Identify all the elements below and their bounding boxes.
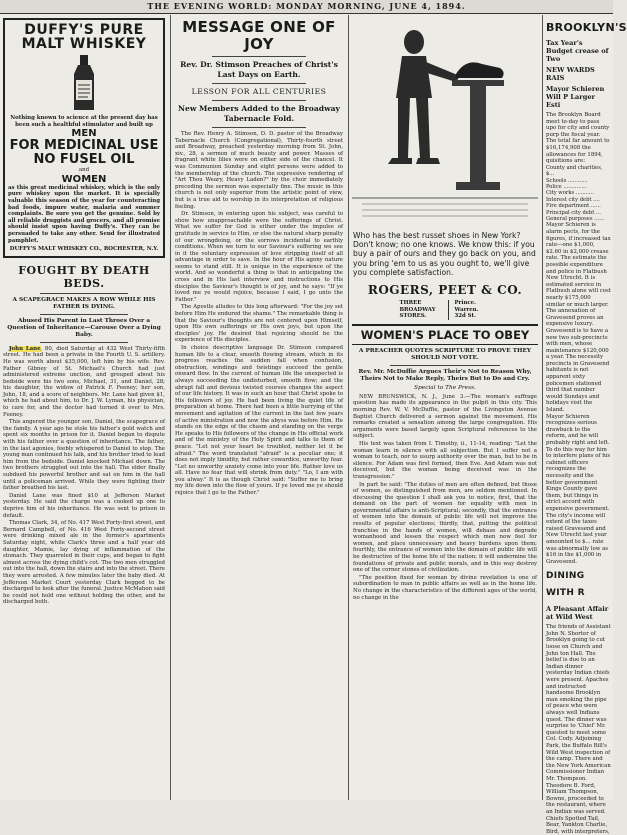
- article-subhead: Abused His Parent in Last Throes Over a Question of Inheritance—Carouse Over a Dying Baby.: [3, 318, 165, 339]
- column-3: [350, 15, 540, 800]
- article-paragraph: This angered the younger son, Daniel, the scapegrace of the family. A year ago he stole his father's gold watch and spent six months in prison for it. Daniel began to dispute with his father over a question of inheritance. The father, in the last agonies, feebly whispered to Daniel to stop. The young man continued his talk, and his brother tried to lead him from the bedside. Daniel knocked Michael down. The two brothers struggled out into the hall. The elder finally subdued his powerful brother and sat on him in the hall until a policeman arrived. While they were fighting their father breathed his last.: [0, 419, 168, 492]
- ad-company: DUFFY'S MALT WHISKEY CO., ROCHESTER, N.Y.: [8, 246, 160, 253]
- divider: [212, 56, 306, 57]
- article-paragraph: Dr. Stimson, in entering upon his subject, was careful to show how unapproachable were the sufferings of Christ. What we suffer for God is either under the impulse of gratitude in service to Him, or else the natural sharp penalty of our wrongdoing, or the sorrows incidental to earthly conditions. When we turn to our Saviour's suffering we see in it the voluntary expression of love stripping itself of all advantage in order to save. In the hour of His agony nature seems to stand still. It is unique in the experience of the world. And so wonderful a thing is that in anticipating the cross and in His last interview and instructions to His disciples the Saviour's thought is of joy, and he says: "If ye loved me ye would rejoice, because I said, I go unto the Father.": [172, 211, 346, 303]
- column-rule: [348, 15, 349, 800]
- article-paragraph: The annexation of Gravesend proves an expensive luxury. Gravesend is to have a new two sub-precincts with men, whose maintenance $120,000 a year. The necessity precincts in Gravesend habitants is not apparent sixty policemen stationed third that number would Sundays and holidays visit the Island.: [544, 308, 613, 414]
- budget-table: [544, 165, 613, 223]
- whiskey-ad: [3, 18, 165, 258]
- article-subhead: Rev. Mr. McDuffie Argues Their's Not to Reason Why, Theirs Not to Make Reply, Theirs But to Do and Cry.: [353, 369, 537, 383]
- article-paragraph: In part he said: "The duties of men are often defined, but those of women, as distinguished from men, are seldom mentioned. In discussing the question I shall ask you to notice, first, that the demand on the part of women for equality with men in governmental affairs is anti-Scriptural; secondly, that the entrance of women into the domain of public life will not improve the results of popular elections; thirdly, that, putting the political franchise in the hands of women, will debase and degrade womanhood and lessen the respect which men now feel for women, and place unnecessary and heavy burdens upon them; fourthly, the entrance of women into the domain of public life will be destructive of the home life of the nation; it will undermine the foundations of private and public morals, and in this way destroy one of the corner stones of civilization.: [350, 482, 540, 574]
- masthead: THE EVENING WORLD: MONDAY MORNING, JUNE 4, 1894.: [0, 0, 613, 14]
- divider: [212, 100, 306, 101]
- article-paragraph: The friends of Assistant John N. Shorter of Brooklyn going to cut loose on Church and John ton Hall. The belief is due to an Indian dinner yesterday Indian chiefs were present. Apaches and instructed handsome Brooklyn man smoking the pipe of peace who were always well Indians quest. The dinner was surprise to 'Chief' Mr. quested to meet some Col. Cody. Adjoining Park, the Buffalo Bill's Wild West inspection of the camp. There and the New York American Commissioner Indian Mr. Thompson. Theodore B. Ford, William Thompson, Bowne, proceeded to the restaurant, where an Indian was served.: [544, 624, 613, 815]
- column-4: [544, 15, 613, 800]
- divider: [40, 293, 128, 294]
- rogers-peet-name: ROGERS, PEET & CO.: [350, 283, 540, 297]
- ad-men: MEN: [8, 128, 160, 139]
- article-subhead: A PREACHER QUOTES SCRIPTURE TO PROVE THEY SHOULD NOT VOTE.: [353, 348, 537, 362]
- bottle-icon: [60, 54, 108, 112]
- divider: [448, 300, 449, 320]
- shoe-ad-illustration: [352, 18, 538, 228]
- article-headline: WOMEN'S PLACE TO OBEY: [352, 324, 538, 345]
- table-row: County and charities, $...: [544, 165, 613, 178]
- article-subhead: A SCAPEGRACE MAKES A ROW WHILE HIS FATHER IS DYING.: [3, 297, 165, 311]
- table-row: Interest city debt ....: [544, 197, 613, 203]
- article-paragraph: The Apostle alludes to this long afterward: "For the joy set before Him He endured the shame." The remarkable thing is that the Saviour's thoughts are not centered upon Himself, upon His own sufferings or His own joys, but upon the disciples' joy. He desired that rejoicing should be the experience of His disciples.: [172, 304, 346, 344]
- divider: [390, 365, 500, 366]
- stores-label: THREE BROADWAY STORES.: [400, 300, 442, 320]
- column-rule: [170, 15, 171, 800]
- article-subhead: NEW WARDS RAIS: [544, 66, 613, 82]
- article-headline: MESSAGE ONE OF JOY: [172, 19, 346, 53]
- article-paragraph: Mayor Schieren is alarm pects, for the figures, if increased tax rate—one $1,000, $2.60 in $2,000 crease rate. The estimate the possible expenditure and police in Flatbush New Utrecht. It is estimated service in Flatbush alone will cost nearly $175,000 similar or much larger.: [544, 222, 613, 308]
- article-subhead: Tax Year's Budget crease of Two: [544, 39, 613, 63]
- column-1: [0, 15, 168, 800]
- ad-medicinal: FOR MEDICINAL USE: [8, 139, 160, 153]
- article-headline: FOUGHT BY DEATH BEDS.: [0, 264, 168, 290]
- article-paragraph: Chiefs Spotted Tail, Bear, Yankton Charlie, Bird, with interpreters,: [544, 816, 613, 835]
- article-paragraph: The city's income will extent of the taxes raised Gravesend and New Utrecht last year amounted to $... rate was abnormally low as $16 in the $1,000 in Gravesend.: [544, 513, 613, 566]
- divider: [40, 342, 128, 343]
- column-2: [172, 15, 346, 800]
- table-row: City works ...........: [544, 190, 613, 196]
- table-row: Schools ............: [544, 178, 613, 184]
- shoe-ad-caption: Who has the best russet shoes in New York? Don't know; no one knows. We know this: if you buy a pair of ours and they go back on you, and you bring 'em to us as you ought to, we'll give you complete satisfaction.: [350, 231, 540, 277]
- table-row: Police ..............: [544, 184, 613, 190]
- article-paragraph: John Lane, 80, died Saturday at 432 West Thirty-fifth street. He had been a private in the Fourth U. S. artillery. He was worth about $35,000, left him by his wife. Rev. Father Gibney of St. Michael's Church had just administered extreme unction, and grouped about his bedside were his two sons, Michael, 31, and Daniel, 28; his daughter, the widow of Patrick F. Feeney; her son, John, 18, and a score of neighbors. Mr. Lane had given $1, which he had about him, to Dr. J. W. Lyman, his physician, to care for, and the doctor had turned it over to Mrs. Feeney.: [0, 346, 168, 419]
- ad-fusel: NO FUSEL OIL: [8, 153, 160, 167]
- ad-and: and: [8, 167, 160, 174]
- article-paragraph: Thomas Clark, 34, of No. 417 West Forty-first street, and Bernard Campbell, of No. 416 West Forty-second street were drinking mixed ale in the former's apartments Saturday night, while Clark's three and a half year old daughter, Mamie, lay dying of inflammation of the stomach. They quarreled in their cups, and began to fight almost across the dying child's cot. The two men struggled out into the hall, down the stairs and into the street. There they were arrested. A few minutes later the baby died. At Jefferson Market Court yesterday Clark begged to be discharged to look after the funeral. Justice McMahon said he could not hold one without holding the other, and he discharged both.: [0, 520, 168, 606]
- table-row: General purposes ......: [544, 216, 613, 222]
- stores-locations: Prince. Warren. 32d St.: [455, 300, 491, 320]
- dateline-credit: Special to The Press.: [353, 385, 537, 392]
- ad-title: DUFFY'S PURE MALT WHISKEY: [8, 23, 160, 51]
- ad-lead: Nothing known to science at the present day has been such a healthful stimulator and built up: [8, 115, 160, 128]
- article-paragraph: "The position fixed for woman by divine revelation is one of subordination to man in public affairs as well as in the home life. No change in the characteristics of the different ages of the world, no change in the: [350, 575, 540, 601]
- table-row: Principal city debt ...: [544, 210, 613, 216]
- divider: [212, 127, 306, 128]
- article-headline: DINING WITH R: [544, 568, 613, 602]
- ad-body: as this great medicinal whiskey, which is the only pure whiskey upon the market. It is specially valuable this season of the year for counteracting bad foods, impure water, malaria and summer complaints. Be sure you get the genuine. Sold by all reliable druggists and grocers, and all promise should insist upon having Duffy's. They can be persuaded to take any other. Send for illustrated pamphlet.: [8, 185, 160, 244]
- article-paragraph: His text was taken from I. Timothy, ii., 11-14, reading: "Let the woman learn in silence with all subjection. But I suffer not a woman to teach, nor to usurp authority over the man, but to be in silence. For Adam was first formed, then Eve. And Adam was not deceived, but the woman being deceived was in the transgression.": [350, 441, 540, 481]
- article-subhead: Rev. Dr. Stimson Preaches of Christ's Last Days on Earth.: [174, 60, 344, 80]
- article-subhead: LESSON FOR ALL CENTURIES: [174, 87, 344, 97]
- article-paragraph: Mayor Schieren recognizes serious drawback to the reform, and he will probably right and left. To do this way for him to interfere plans of his cabinet officers recognizes the necessity and the better government Kings County gave them, but things in strict accord with expensive government.: [544, 414, 613, 513]
- article-subhead: Mayor Schieren Will P Larger Esti: [544, 85, 613, 109]
- article-headline: BROOKLYN'S: [544, 19, 613, 36]
- column-rule: [542, 15, 543, 800]
- article-paragraph: Daniel Lane was fined $10 at Jefferson Market yesterday. He said the charge was a cooked up one to deprive him of his inheritance. He was sent to prison in default.: [0, 493, 168, 519]
- highlighted-name: John Lane: [9, 346, 41, 352]
- article-paragraph: The Brooklyn Board meet to-day to pass upo for city and county purp the fiscal year. The total far amount to $16,174,908 the allowances for 1894, quisitions are:: [544, 112, 613, 165]
- article-subhead: New Members Added to the Broadway Tabernacle Fold.: [174, 104, 344, 124]
- store-list: [350, 300, 540, 320]
- article-paragraph: NEW BRUNSWICK, N. J., June 3.—The woman's suffrage question has made its appearance in the pulpit in this city. This morning Rev. W. V. McDuffie, pastor of the Livingston Avenue Baptist Church delivered a sermon against the movement. His remarks created a sensation among the large congregation. His arguments were based largely upon Scriptural references to the subject.: [350, 394, 540, 440]
- ad-women: WOMEN: [8, 174, 160, 185]
- divider: [212, 83, 306, 84]
- article-paragraph: The Rev. Henry A. Stimson, D. D. pastor of the Broadway Tabernacle Church (Congregational), Thirty-fourth street and Broadway, preached yesterday morning from St. John, xiv., 28, a sermon of much beauty and power. Masses of fragrant white lilies were on either side of the chancel. It was Communion Sunday and eight persons were added to the membership of the church. The expressive rendering of "Art Thou Weary, Heavy Laden?" by the choir immediately preceding the sermon was especially fine. The music in this church is not only superior from the artistic point of view, but is a true aid to worship in its interpretation of religious feeling.: [172, 131, 346, 210]
- article-paragraph: In choice descriptive language Dr. Stimson compared human life to a clear, smooth flowing stream, which in its progress reaches the sudden fall when confusion, obstruction, windings and twistings succeed the gentle onward flow. In the current of human life the unexpected is always succeeding the undisturbed, smooth flow; and the abrupt fall and devious twisted courses changes the aspect of our life history. It was in such an hour that Christ spoke to His followers of joy. He had been living the quiet life of preparation at home. There had been a little hurrying of the movement and agitation of the current in the last few years of active ministration and now the abyss was before Him. He stands on the edge of the chasm and standing on the verge He speaks to His followers of the change in His official work and of the ministry of the Holy Spirit and talks to them of peace. "Let not your heart be troubled, neither let it be afraid." The word translated "afraid" is a peculiar one; it does not imply timidity, but rather cowardice, unworthy fear. "Let no unworthy anxiety come into your life. Rather love us all. Have no fear that will shrink from duty." "Lo, I am with you alway." It is as though Christ said: "Suffer me to bring my life down into the flow of yours. If ye loved me ye should rejoice that I go to the Father.": [172, 345, 346, 497]
- article-subhead: A Pleasant Affair at Wild West: [544, 605, 613, 621]
- divider: [40, 314, 128, 315]
- table-row: Fire department ......: [544, 203, 613, 209]
